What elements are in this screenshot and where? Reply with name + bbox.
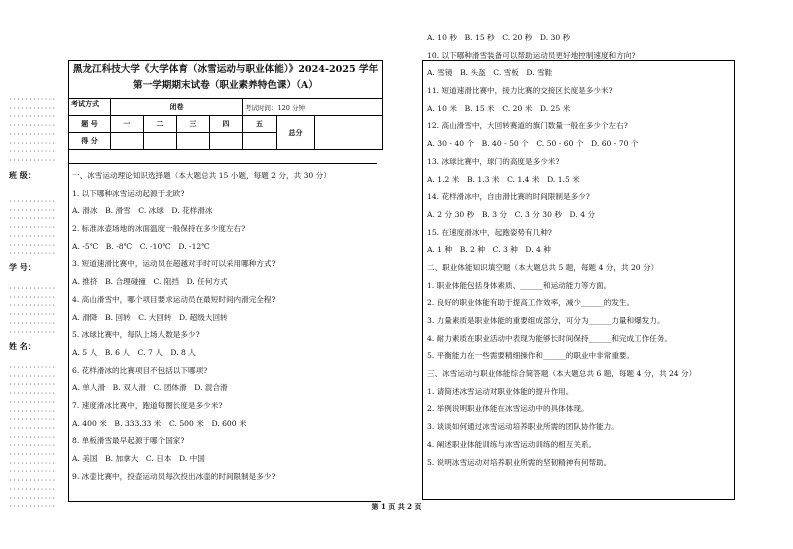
score-table	[68, 98, 383, 150]
exam-mode-label: 考试方式	[69, 99, 111, 116]
divider	[68, 163, 377, 164]
question-line: 5. 平衡能力在一些需要精细操作和______的职业中非常重要。	[427, 351, 635, 361]
question-line: A. 1.2 米 B. 1.3 米 C. 1.4 米 D. 1.5 米	[427, 174, 580, 184]
score-cell[interactable]	[177, 133, 210, 150]
question-line: 3. 短道速滑比赛中，运动员在超越对手时可以采用哪种方式?	[72, 259, 276, 269]
column-5: 五	[243, 116, 277, 133]
question-line: 4. 高山滑雪中，哪个项目要求运动员在最短时间内滑完全程?	[72, 294, 276, 304]
question-line: A. 1 种 B. 2 种 C. 3 种 D. 4 种	[427, 245, 551, 255]
binding-line-dots: ············ ············ ············ ············ ············ ············	[9, 285, 56, 336]
question-line: A. 滑降 B. 回转 C. 大回转 D. 超级大回转	[72, 312, 228, 322]
exam-title-line2: 第一学期期末试卷（职业素养特色课）（A）	[133, 80, 318, 91]
question-line: 3. 谈谈如何通过冰雪运动培养职业所需的团队协作能力。	[427, 422, 619, 432]
section-heading: 一、冰雪运动理论知识选择题（本大题总共 15 小题，每题 2 分，共 30 分）	[72, 171, 331, 180]
question-line: 5. 冰球比赛中，每队上场人数是多少?	[72, 330, 200, 340]
question-line: 6. 花样滑冰的比赛项目不包括以下哪项?	[72, 365, 208, 375]
exam-title-line1: 黑龙江科技大学《大学体育（冰雪运动与职业体能）》2024-2025 学年	[72, 64, 379, 75]
question-line: 2. 举例说明职业体能在冰雪运动中的具体体现。	[427, 404, 589, 414]
question-line: 7. 速度滑冰比赛中，跑道每圈长度是多少米?	[72, 400, 223, 410]
question-line: 4. 阐述职业体能训练与冰雪运动训练的相互关系。	[427, 439, 597, 449]
total-label: 总分	[277, 116, 315, 150]
column-3: 三	[177, 116, 210, 133]
question-line: 11. 短道速滑比赛中，接力比赛的交接区长度是多少米?	[427, 86, 613, 96]
right-column-questions	[427, 29, 696, 471]
exam-mode: 闭卷	[111, 99, 243, 116]
question-line: A. 雪镜 B. 头盔 C. 雪板 D. 雪鞋	[427, 68, 553, 78]
score-cell[interactable]	[111, 133, 144, 150]
student-id-label: 学 号：	[9, 262, 36, 272]
question-line: A. 滑冰 B. 滑雪 C. 冰球 D. 花样滑冰	[72, 206, 213, 216]
question-line: 5. 说明冰雪运动对培养职业所需的坚韧精神有何帮助。	[427, 457, 612, 467]
left-column-questions	[72, 167, 331, 485]
question-line: 1. 以下哪种冰雪运动起源于北欧?	[72, 188, 185, 198]
column-1: 一	[111, 116, 144, 133]
question-line: A. 10 秒 B. 15 秒 C. 20 秒 D. 30 秒	[427, 33, 571, 42]
page-footer: 第 1 页 共 2 页	[371, 502, 422, 511]
question-line: 15. 在速度滑冰中，起跑姿势有几种?	[427, 227, 552, 237]
class-label: 班 级：	[9, 170, 36, 180]
question-line: 9. 冰壶比赛中，投壶运动员每次投出冰壶的时间限制是多少?	[72, 471, 276, 481]
question-line: 4. 耐力素质在职业活动中表现为能够长时间保持______和完成工作任务。	[427, 333, 673, 343]
question-line: 12. 高山滑雪中，大回转赛道的旗门数量一般在多少个左右?	[427, 121, 628, 131]
question-line: 8. 单板滑雪最早起源于哪个国家?	[72, 436, 185, 446]
question-line: 1. 职业体能包括身体素质、______和运动能力等方面。	[427, 280, 612, 290]
score-label: 得 分	[69, 133, 111, 150]
exam-time: 考试时间：120 分钟	[243, 99, 383, 116]
question-line: 2. 良好的职业体能有助于提高工作效率，减少______的发生。	[427, 298, 635, 308]
section-heading: 三、冰雪运动与职业体能综合简答题（本大题总共 6 题，每题 4 分，共 24 分）	[427, 369, 697, 379]
question-line: 2. 标准冰壶场地的冰面温度一般保持在多少度左右?	[72, 224, 246, 234]
question-line: 14. 花样滑冰中，自由滑比赛的时间限制是多少?	[427, 192, 590, 202]
binding-line-dots: ············ ············ ············ ············ ············ ············ ············ ············ ············ ············ ············ ············ ············ ············ ············ ············ ············	[9, 364, 56, 511]
binding-line-dots: ············ ············ ············ ············ ············ ············ ············	[9, 198, 56, 258]
question-line: A. 10 米 B. 15 米 C. 20 米 D. 25 米	[427, 103, 571, 113]
question-line: 3. 力量素质是职业体能的重要组成部分，可分为______力量和爆发力。	[427, 316, 665, 325]
score-cell[interactable]	[144, 133, 177, 150]
question-line: A. 30 - 40 个 B. 40 - 50 个 C. 50 - 60 个 D. 60 - 70 个	[427, 139, 639, 149]
question-line: A. -5℃ B. -8℃ C. -10℃ D. -12℃	[72, 241, 210, 251]
score-cell[interactable]	[243, 133, 277, 150]
question-no-label: 题 号	[69, 116, 111, 133]
total-score-cell[interactable]	[315, 116, 383, 150]
question-line: 10. 以下哪种滑雪装备可以帮助运动员更好地控制速度和方向?	[427, 50, 636, 60]
column-2: 二	[144, 116, 177, 133]
question-line: A. 推挤 B. 合理碰撞 C. 阻挡 D. 任何方式	[72, 277, 228, 287]
question-line: A. 2 分 30 秒 B. 3 分 C. 3 分 30 秒 D. 4 分	[427, 209, 596, 219]
question-line: A. 5 人 B. 6 人 C. 7 人 D. 8 人	[72, 347, 196, 357]
binding-line-dots: ············ ············ ············ ············ ············ ············ ············ ············	[9, 96, 56, 164]
question-line: 13. 冰球比赛中，球门的高度是多少米?	[427, 156, 560, 166]
question-line: A. 单人滑 B. 双人滑 C. 团体滑 D. 混合滑	[72, 383, 228, 393]
name-label: 姓 名：	[9, 341, 36, 351]
section-heading: 二、职业体能知识填空题（本大题总共 5 题，每题 4 分，共 20 分）	[427, 262, 659, 272]
question-line: 1. 请简述冰雪运动对职业体能的提升作用。	[427, 386, 574, 396]
column-4: 四	[210, 116, 243, 133]
question-line: A. 400 米 B. 333.33 米 C. 500 米 D. 600 米	[72, 418, 247, 428]
question-line: A. 美国 B. 加拿大 C. 日本 D. 中国	[72, 454, 205, 463]
score-cell[interactable]	[210, 133, 243, 150]
